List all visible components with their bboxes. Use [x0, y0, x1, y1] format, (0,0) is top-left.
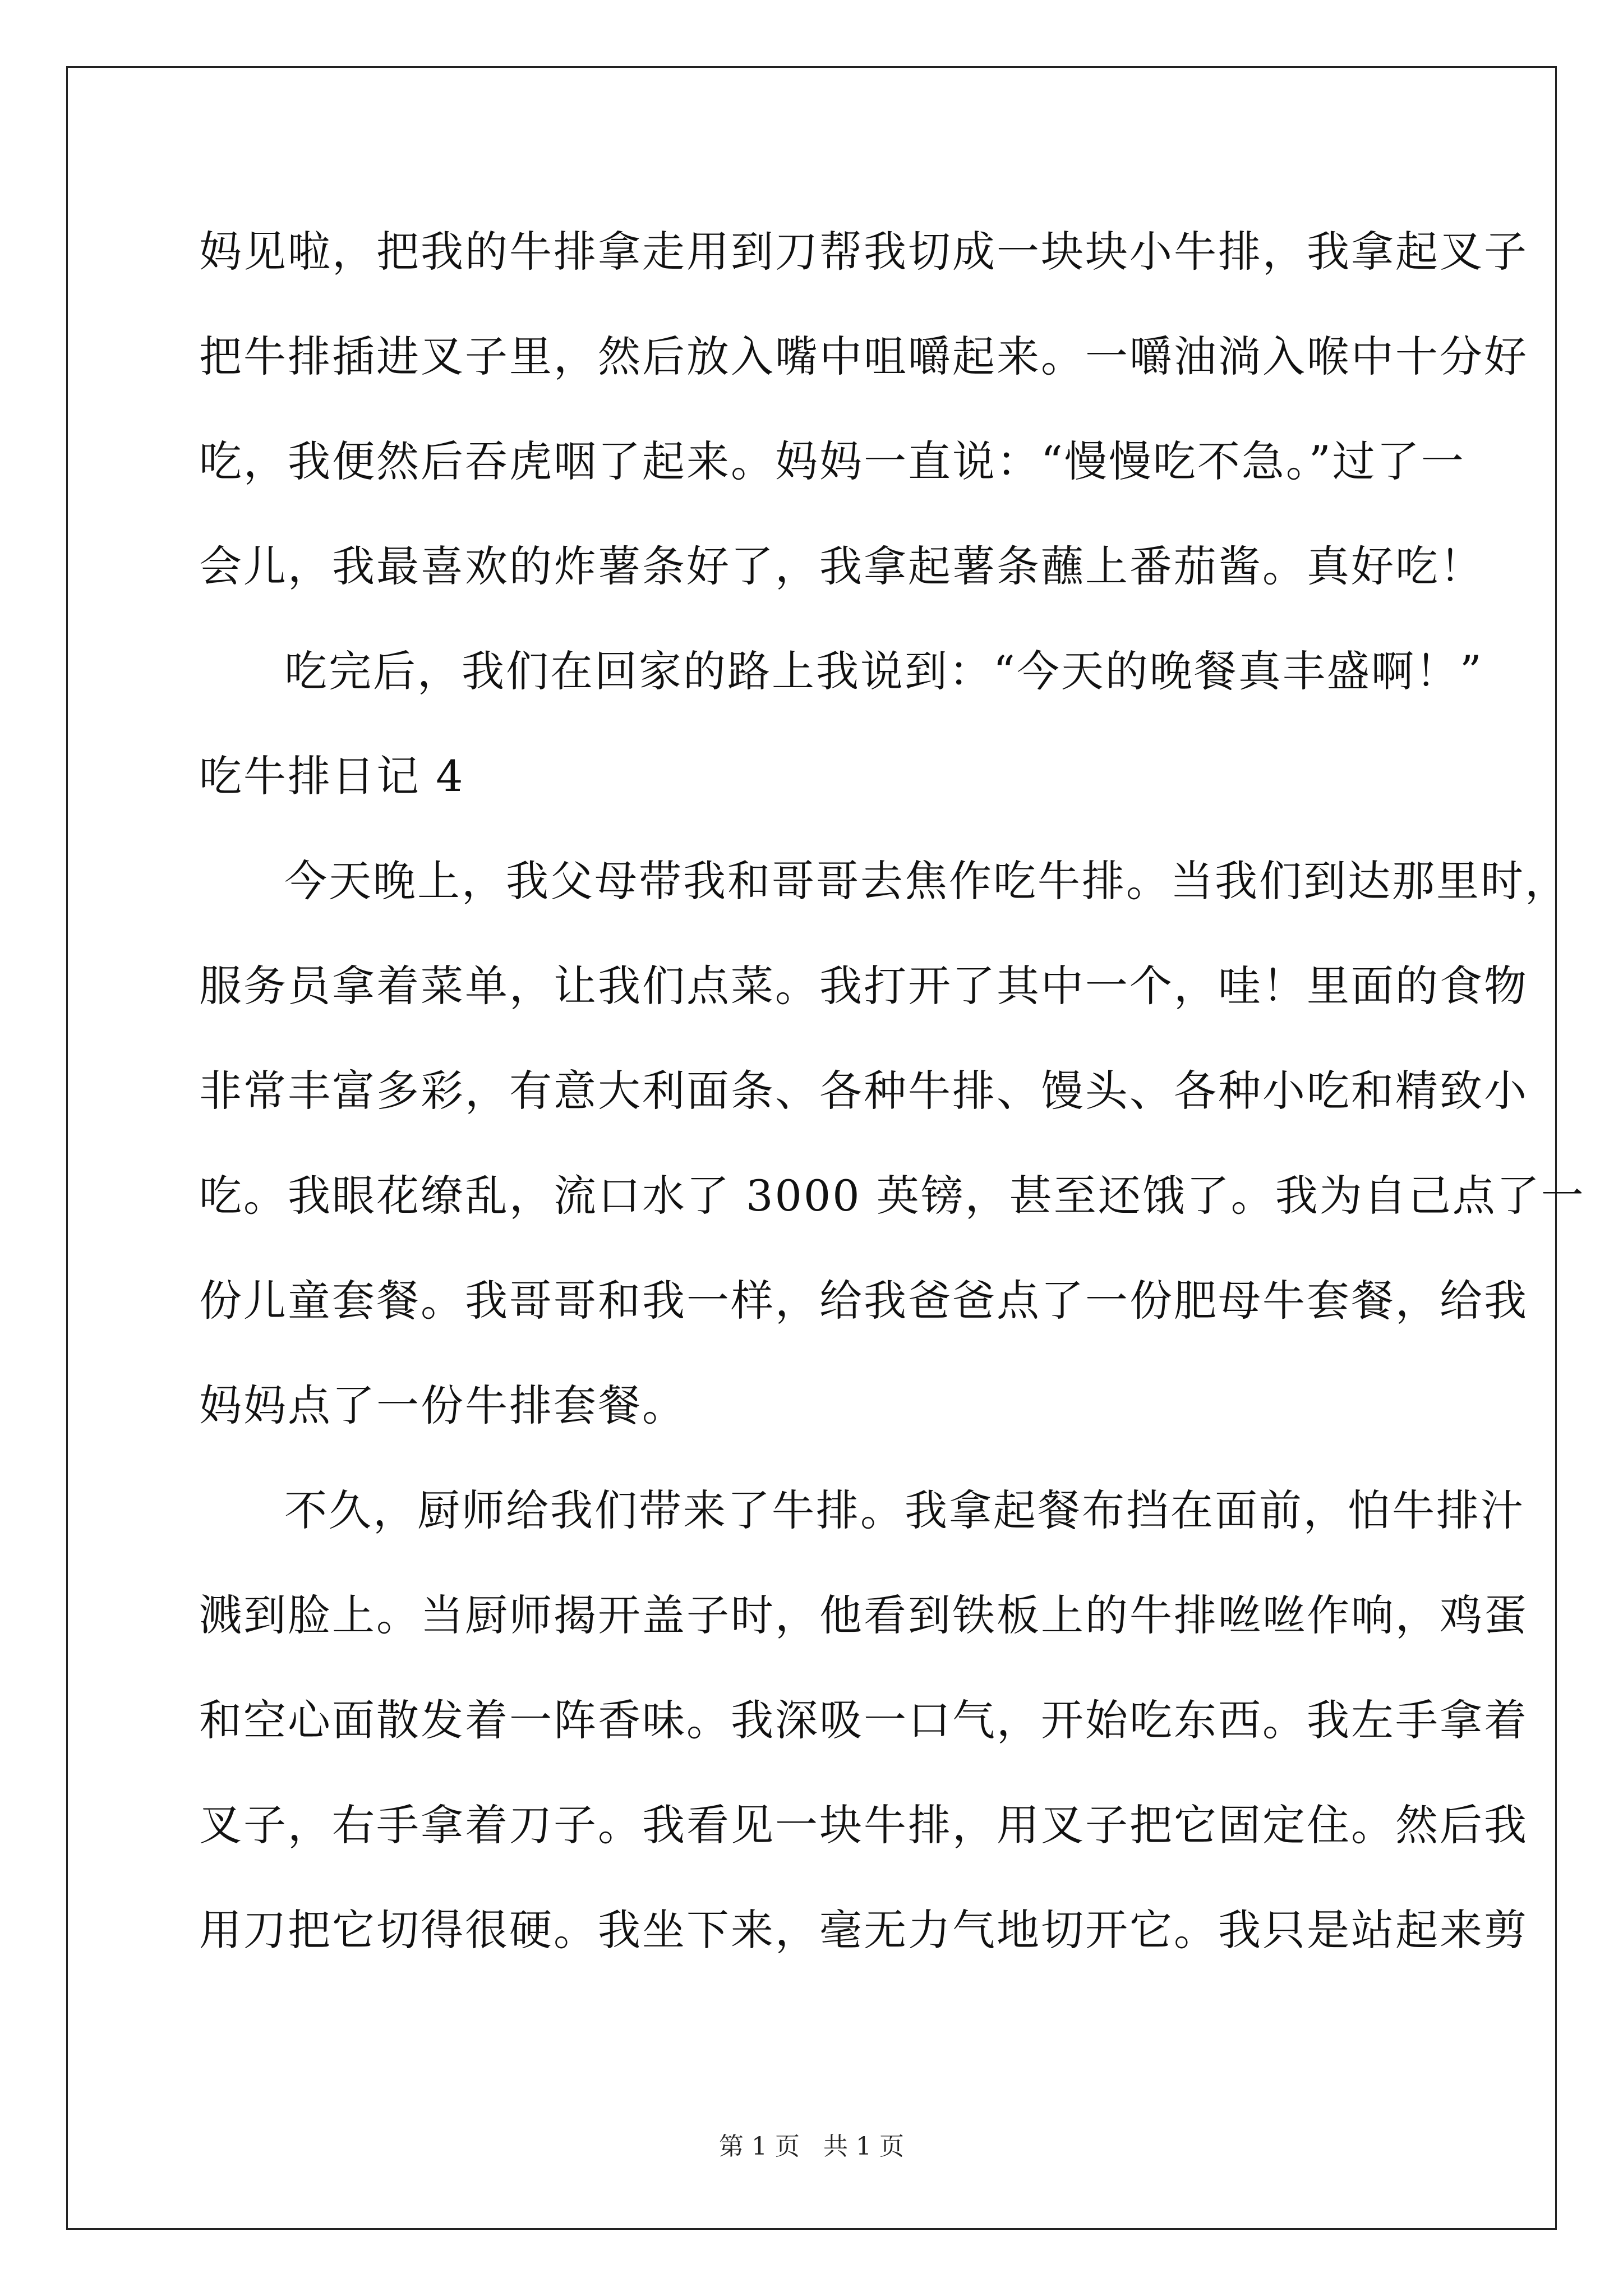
text-line: 吃，我便然后吞虎咽了起来。妈妈一直说：“慢慢吃不急。”过了一: [199, 436, 1465, 486]
text-line: 吃。我眼花缭乱，流口水了 3000 英镑，甚至还饿了。我为自己点了一: [199, 1171, 1585, 1221]
text-line: 用刀把它切得很硬。我坐下来，毫无力气地切开它。我只是站起来剪: [199, 1905, 1528, 1955]
document-body: [199, 199, 1585, 1982]
text-line: 非常丰富多彩，有意大利面条、各种牛排、馒头、各种小吃和精致小: [199, 1066, 1528, 1116]
section-heading: 吃牛排日记 4: [199, 751, 465, 801]
text-line: 妈妈点了一份牛排套餐。: [199, 1381, 686, 1430]
text-line: 份儿童套餐。我哥哥和我一样，给我爸爸点了一份肥母牛套餐，给我: [199, 1276, 1528, 1326]
text-line: 不久，厨师给我们带来了牛排。我拿起餐布挡在面前，怕牛排汁: [284, 1485, 1525, 1535]
text-line: 会儿，我最喜欢的炸薯条好了，我拿起薯条蘸上番茄酱。真好吃！: [199, 541, 1484, 591]
page-footer: 第 1 页 共 1 页: [719, 2132, 904, 2161]
text-line: 和空心面散发着一阵香味。我深吸一口气，开始吃东西。我左手拿着: [199, 1695, 1528, 1745]
text-line: 溅到脸上。当厨师揭开盖子时，他看到铁板上的牛排咝咝作响，鸡蛋: [199, 1590, 1528, 1640]
text-line: 妈见啦，把我的牛排拿走用到刀帮我切成一块块小牛排，我拿起叉子: [199, 227, 1528, 277]
text-line: 吃完后，我们在回家的路上我说到：“今天的晚餐真丰盛啊！”: [284, 646, 1483, 696]
text-line: 今天晚上，我父母带我和哥哥去焦作吃牛排。当我们到达那里时，: [284, 856, 1569, 906]
text-line: 把牛排插进叉子里，然后放入嘴中咀嚼起来。一嚼油淌入喉中十分好: [199, 332, 1528, 381]
text-line: 服务员拿着菜单，让我们点菜。我打开了其中一个，哇！里面的食物: [199, 961, 1528, 1011]
text-line: 叉子，右手拿着刀子。我看见一块牛排，用叉子把它固定住。然后我: [199, 1800, 1528, 1850]
